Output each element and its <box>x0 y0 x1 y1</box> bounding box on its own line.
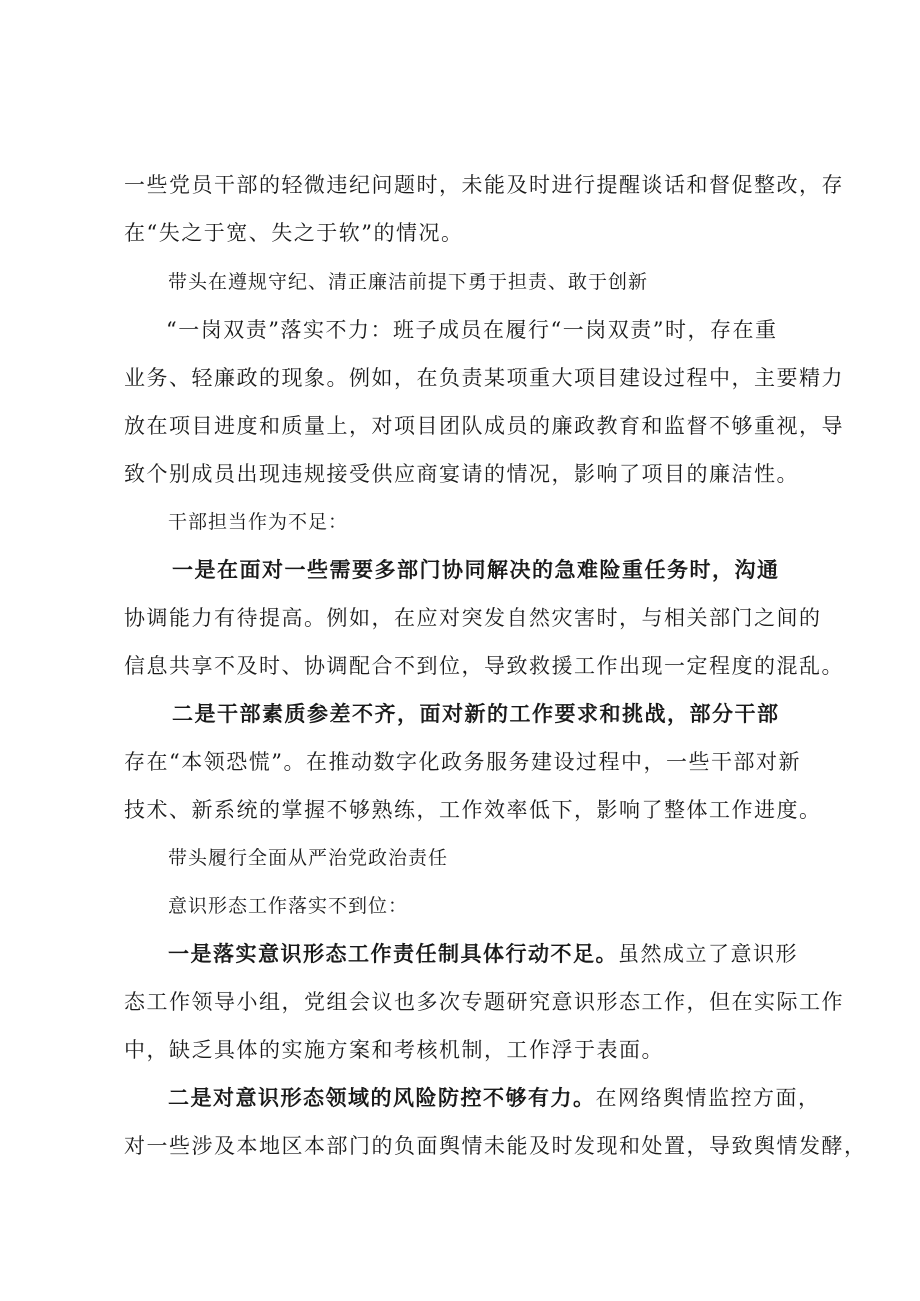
bold-lead-sentence: 二是对意识形态领域的风险防控不够有力。 <box>168 1085 596 1110</box>
body-line <box>168 1084 821 1112</box>
body-line: 二是干部素质参差不齐，面对新的工作要求和挑战，部分干部 <box>172 701 780 726</box>
body-line: 信息共享不及时、协调配合不到位，导致救援工作出现一定程度的混乱。 <box>124 654 844 678</box>
body-line <box>168 940 798 968</box>
body-line: 致个别成员出现违规接受供应商宴请的情况，影响了项目的廉洁性。 <box>124 462 799 486</box>
bold-lead-sentence: 一是落实意识形态工作责任制具体行动不足。 <box>168 941 618 966</box>
body-line: 在“失之于宽、失之于软”的情况。 <box>124 221 464 245</box>
body-line: 协调能力有待提高。例如，在应对突发自然灾害时，与相关部门之间的 <box>124 606 822 630</box>
body-line: 中，缺乏具体的实施方案和考核机制，工作浮于表面。 <box>124 1038 664 1062</box>
body-line: 一些党员干部的轻微违纪问题时，未能及时进行提醒谈话和督促整改，存 <box>124 173 844 197</box>
body-line: 对一些涉及本地区本部门的负面舆情未能及时发现和处置，导致舆情发酵， <box>124 1134 867 1158</box>
section-heading: 带头在遵规守纪、清正廉洁前提下勇于担责、敢于创新 <box>168 271 649 293</box>
body-line: 技术、新系统的掌握不够熟练，工作效率低下，影响了整体工作进度。 <box>124 798 822 822</box>
body-line: 态工作领导小组，党组会议也多次专题研究意识形态工作，但在实际工作 <box>124 990 844 1014</box>
section-heading: 带头履行全面从严治党政治责任 <box>168 847 449 869</box>
body-line: 放在项目进度和质量上，对项目团队成员的廉政教育和监督不够重视，导 <box>124 414 844 438</box>
body-line: 存在“本领恐慌”。在推动数字化政务服务建设过程中，一些干部对新 <box>124 750 801 774</box>
body-text: 在网络舆情监控方面， <box>595 1086 821 1110</box>
subsection-heading: 意识形态工作落实不到位： <box>168 895 409 917</box>
body-text: 虽然成立了意识形 <box>618 942 798 966</box>
body-line: 业务、轻廉政的现象。例如，在负责某项重大项目建设过程中，主要精力 <box>124 366 844 390</box>
body-line: “一岗双责”落实不力：班子成员在履行“一岗双责”时，存在重 <box>166 318 778 342</box>
subsection-heading: 干部担当作为不足： <box>168 511 349 533</box>
body-line: 一是在面对一些需要多部门协同解决的急难险重任务时，沟通 <box>172 557 780 582</box>
